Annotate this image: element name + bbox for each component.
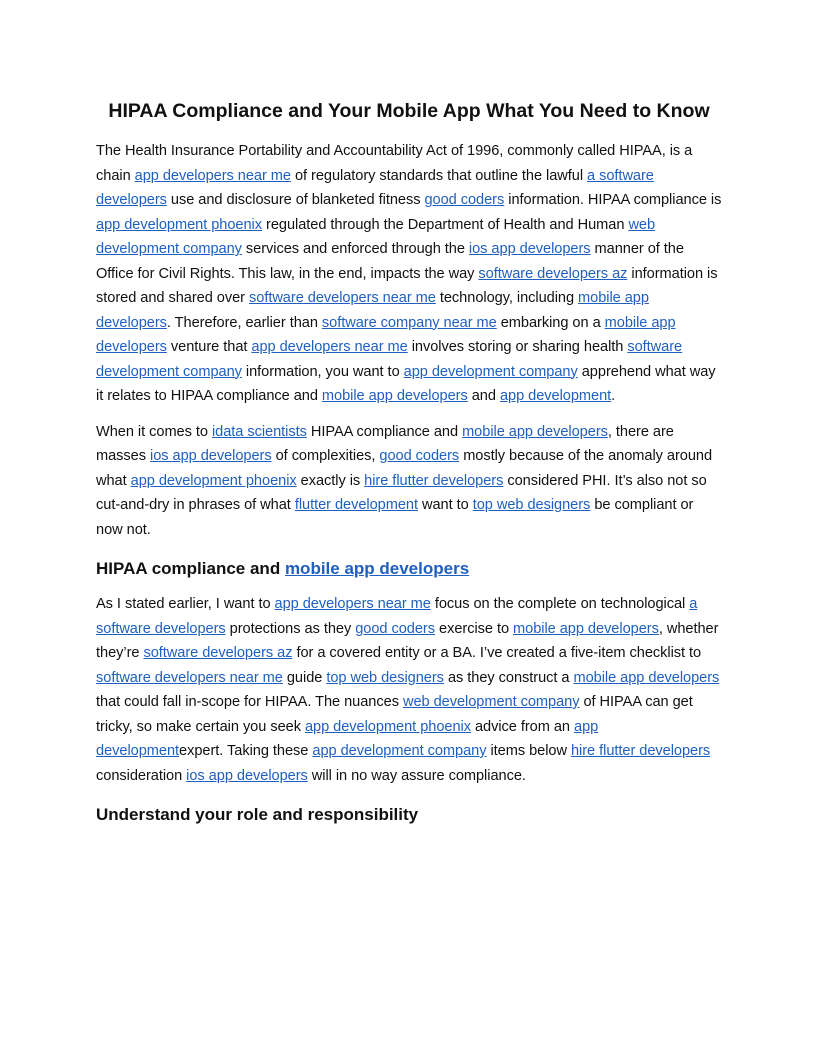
text-run: consideration bbox=[96, 767, 187, 784]
hyperlink[interactable]: hire flutter developers bbox=[364, 472, 504, 489]
hyperlink[interactable]: ios app developers bbox=[186, 767, 308, 784]
hyperlink[interactable]: a software developers bbox=[96, 167, 654, 208]
text-run: of regulatory standards that outline the lawful bbox=[290, 167, 588, 184]
hyperlink[interactable]: mobile app developers bbox=[462, 423, 608, 440]
hyperlink[interactable]: software development company bbox=[96, 339, 683, 380]
text-run: expert. Taking these bbox=[179, 743, 313, 759]
hyperlink[interactable]: flutter development bbox=[294, 497, 418, 513]
text-run: information is stored and shared over bbox=[96, 265, 718, 306]
text-run: involves storing or sharing health bbox=[407, 339, 628, 355]
text-run: exercise to bbox=[435, 620, 514, 637]
hyperlink[interactable]: idata scientists bbox=[211, 423, 307, 440]
hyperlink[interactable]: mobile app developers bbox=[284, 559, 470, 578]
hyperlink[interactable]: hire flutter developers bbox=[570, 743, 711, 759]
text-run: information. HIPAA compliance is bbox=[504, 192, 722, 208]
text-run: considered PHI. It’s also not so cut-and-dry in phrases of what bbox=[96, 472, 707, 513]
hyperlink[interactable]: app developers near me bbox=[251, 339, 408, 355]
hyperlink[interactable]: app development bbox=[96, 718, 599, 759]
text-run: advice from an bbox=[470, 718, 574, 735]
hyperlink[interactable]: good coders bbox=[379, 448, 460, 464]
text-run: technology, including bbox=[435, 290, 579, 306]
text-run: for a covered entity or a BA. I’ve created a five-item checklist to bbox=[292, 645, 702, 661]
text-run: want to bbox=[417, 497, 473, 513]
hyperlink[interactable]: software developers near me bbox=[96, 669, 283, 686]
text-run: of HIPAA can get tricky, so make certain you seek bbox=[96, 694, 693, 735]
hyperlink[interactable]: mobile app developers bbox=[321, 388, 468, 404]
text-run: information, you want to bbox=[241, 363, 404, 380]
hyperlink[interactable]: app development company bbox=[312, 743, 487, 759]
hyperlink[interactable]: app development phoenix bbox=[130, 472, 297, 489]
text-run: HIPAA compliance and bbox=[306, 423, 463, 440]
hyperlink[interactable]: app development company bbox=[403, 363, 578, 380]
document-body bbox=[96, 139, 722, 828]
text-run: mostly because of the anomaly around what bbox=[96, 448, 713, 489]
paragraph bbox=[96, 139, 722, 409]
paragraph bbox=[96, 420, 722, 543]
hyperlink[interactable]: app developers near me bbox=[134, 167, 291, 184]
text-run: as they construct a bbox=[443, 669, 574, 686]
hyperlink[interactable]: web development company bbox=[96, 216, 656, 257]
hyperlink[interactable]: mobile app developers bbox=[96, 314, 676, 355]
document-page bbox=[96, 96, 722, 838]
text-run: items below bbox=[486, 743, 571, 759]
hyperlink[interactable]: software developers az bbox=[143, 645, 293, 661]
text-run: Understand your role and responsibility bbox=[96, 805, 419, 824]
hyperlink[interactable]: ios app developers bbox=[150, 448, 272, 464]
hyperlink[interactable]: good coders bbox=[355, 620, 435, 637]
hyperlink[interactable]: mobile app developers bbox=[96, 290, 649, 331]
text-run: . Therefore, earlier than bbox=[166, 314, 322, 331]
hyperlink[interactable]: ios app developers bbox=[468, 241, 591, 257]
hyperlink[interactable]: app development bbox=[499, 388, 612, 404]
hyperlink[interactable]: top web designers bbox=[326, 669, 444, 686]
text-run: guide bbox=[282, 669, 327, 686]
paragraph bbox=[96, 592, 722, 788]
text-run: protections as they bbox=[225, 620, 356, 637]
text-run: The Health Insurance Portability and Accountability Act of 1996, commonly called HIPAA, is a chain bbox=[96, 143, 693, 184]
hyperlink[interactable]: app developers near me bbox=[274, 596, 431, 612]
text-run: , whether they’re bbox=[96, 620, 719, 661]
hyperlink[interactable]: good coders bbox=[424, 192, 505, 208]
section-heading bbox=[96, 556, 722, 582]
hyperlink[interactable]: software developers near me bbox=[249, 290, 436, 306]
text-run: be compliant or now not. bbox=[96, 497, 694, 538]
hyperlink[interactable]: mobile app developers bbox=[573, 669, 720, 686]
hyperlink[interactable]: software developers az bbox=[478, 265, 628, 282]
hyperlink[interactable]: mobile app developers bbox=[513, 620, 659, 637]
hyperlink[interactable]: top web designers bbox=[472, 497, 591, 513]
text-run: As I stated earlier, I want to bbox=[96, 596, 275, 612]
hyperlink[interactable]: software company near me bbox=[321, 314, 497, 331]
document-title: HIPAA Compliance and Your Mobile App What You Need to Know bbox=[108, 100, 710, 122]
hyperlink[interactable]: a software developers bbox=[96, 596, 698, 637]
text-run: regulated through the Department of Health and Human bbox=[262, 216, 629, 233]
text-run: use and disclosure of blanketed fitness bbox=[166, 192, 425, 208]
hyperlink[interactable]: web development company bbox=[402, 694, 580, 710]
section-heading bbox=[96, 802, 722, 828]
text-run: When it comes to bbox=[96, 423, 212, 440]
hyperlink[interactable]: app development phoenix bbox=[304, 718, 471, 735]
hyperlink[interactable]: app development phoenix bbox=[96, 216, 262, 233]
text-run: exactly is bbox=[296, 472, 365, 489]
text-run: , there are masses bbox=[96, 423, 674, 464]
text-run: and bbox=[467, 388, 500, 404]
text-run: . bbox=[611, 388, 616, 404]
text-run: embarking on a bbox=[496, 314, 605, 331]
text-run: that could fall in-scope for HIPAA. The nuances bbox=[96, 694, 403, 710]
text-run: venture that bbox=[166, 339, 252, 355]
text-run: HIPAA compliance and bbox=[96, 559, 285, 578]
text-run: focus on the complete on technological bbox=[430, 596, 690, 612]
text-run: manner of the Office for Civil Rights. This law, in the end, impacts the way bbox=[96, 241, 684, 282]
text-run: services and enforced through the bbox=[241, 241, 469, 257]
text-run: of complexities, bbox=[271, 448, 380, 464]
text-run: will in no way assure compliance. bbox=[307, 767, 526, 784]
text-run: apprehend what way it relates to HIPAA compliance and bbox=[96, 363, 716, 404]
